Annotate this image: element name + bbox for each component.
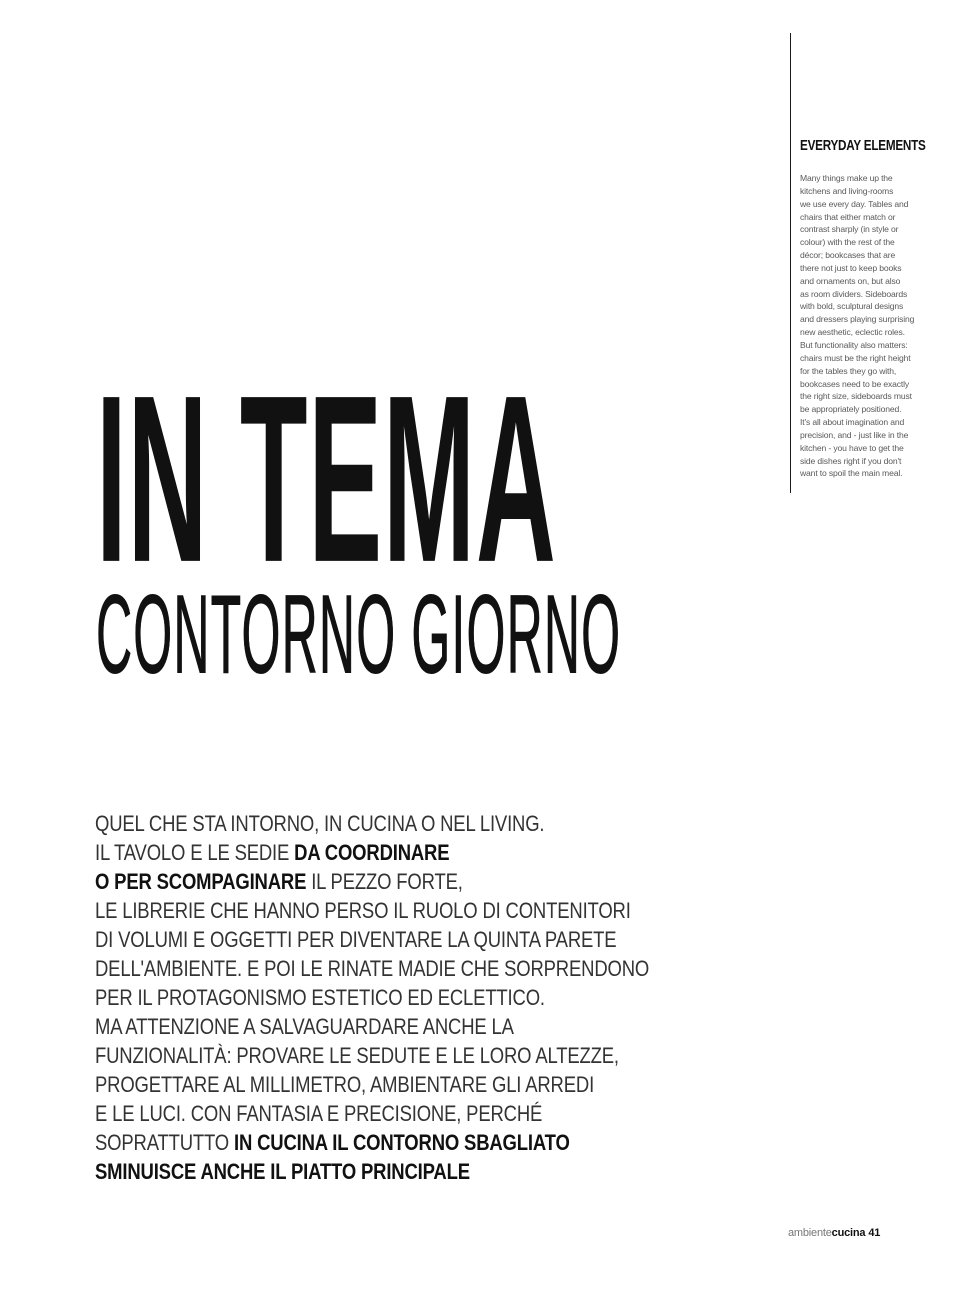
intro-bold-text: O PER SCOMPAGINARE <box>95 869 307 894</box>
page-number: 41 <box>868 1227 881 1239</box>
intro-text: MA ATTENZIONE A SALVAGUARDARE ANCHE LA <box>95 1014 514 1039</box>
intro-bold-text: SMINUISCE ANCHE IL PIATTO PRINCIPALE <box>95 1159 470 1184</box>
sidebar-line: there not just to keep books <box>800 262 902 273</box>
intro-text: IL TAVOLO E LE SEDIE <box>95 840 295 865</box>
sidebar-line: side dishes right if you don't <box>800 455 902 466</box>
intro-line <box>95 1099 565 1128</box>
intro-bold-text: DA COORDINARE <box>294 840 450 865</box>
sidebar-line: for the tables they go with, <box>800 365 897 376</box>
sidebar-line: But functionality also matters: <box>800 339 908 350</box>
sidebar-line: precision, and - just like in the <box>800 429 909 440</box>
sidebar-line: chairs must be the right height <box>800 352 911 363</box>
intro-text: FUNZIONALITÀ: PROVARE LE SEDUTE E LE LORO ALTEZZE, <box>95 1043 619 1068</box>
intro-bold-text: IN CUCINA IL CONTORNO SBAGLIATO <box>233 1130 570 1155</box>
sidebar-line: with bold, sculptural designs <box>800 301 904 312</box>
intro-line <box>95 983 565 1012</box>
sidebar-title: EVERYDAY ELEMENTS <box>800 137 926 154</box>
intro-line <box>95 896 631 925</box>
intro-line <box>95 1128 570 1157</box>
magazine-name-brand: cucina <box>831 1227 866 1239</box>
intro-text: PER IL PROTAGONISMO ESTETICO ED ECLETTICO. <box>95 985 545 1010</box>
intro-text: DELL'AMBIENTE. E POI LE RINATE MADIE CHE SORPRENDONO <box>95 956 650 981</box>
headline-main: IN TEMA <box>96 346 557 613</box>
sidebar-line: kitchen - you have to get the <box>800 442 904 453</box>
intro-text: SOPRATTUTTO <box>95 1130 234 1155</box>
magazine-name-prefix: ambiente <box>788 1227 832 1239</box>
sidebar-divider <box>790 33 791 493</box>
intro-text: E LE LUCI. CON FANTASIA E PRECISIONE, PERCHÉ <box>95 1101 543 1126</box>
sidebar-line: bookcases need to be exactly <box>800 378 910 389</box>
sidebar-line: we use every day. Tables and <box>800 198 909 209</box>
intro-text: IL PEZZO FORTE, <box>306 869 463 894</box>
intro-line <box>95 838 565 867</box>
sidebar-line: chairs that either match or <box>800 211 896 222</box>
sidebar-line: want to spoil the main meal. <box>800 468 903 479</box>
sidebar-line: be appropriately positioned. <box>800 404 902 415</box>
sidebar-body <box>800 172 922 480</box>
page-footer <box>788 1227 880 1239</box>
intro-line <box>95 809 565 838</box>
intro-text: DI VOLUMI E OGGETTI PER DIVENTARE LA QUINTA PARETE <box>95 927 617 952</box>
intro-paragraph <box>95 809 655 1186</box>
sidebar-box <box>800 136 926 480</box>
headline-subtitle: CONTORNO GIORNO <box>96 571 622 697</box>
sidebar-line: décor; bookcases that are <box>800 250 896 261</box>
sidebar-line: new aesthetic, eclectic roles. <box>800 327 905 338</box>
sidebar-line: It's all about imagination and <box>800 417 905 428</box>
intro-line <box>95 1070 595 1099</box>
intro-line <box>95 925 617 954</box>
intro-line <box>95 1157 565 1186</box>
intro-text: PROGETTARE AL MILLIMETRO, AMBIENTARE GLI ARREDI <box>95 1072 595 1097</box>
intro-line <box>95 1012 565 1041</box>
intro-line <box>95 867 565 896</box>
sidebar-line: the right size, sideboards must <box>800 391 912 402</box>
sidebar-line: and dressers playing surprising <box>800 314 915 325</box>
sidebar-line: Many things make up the <box>800 173 893 183</box>
intro-line <box>95 1041 619 1070</box>
intro-line <box>95 954 650 983</box>
intro-text: QUEL CHE STA INTORNO, IN CUCINA O NEL LIVING. <box>95 811 545 836</box>
sidebar-line: contrast sharply (in style or <box>800 224 899 235</box>
sidebar-line: as room dividers. Sideboards <box>800 288 908 299</box>
intro-text: LE LIBRERIE CHE HANNO PERSO IL RUOLO DI CONTENITORI <box>95 898 631 923</box>
sidebar-line: and ornaments on, but also <box>800 275 901 286</box>
sidebar-line: kitchens and living-rooms <box>800 185 894 196</box>
sidebar-line: colour) with the rest of the <box>800 237 895 248</box>
